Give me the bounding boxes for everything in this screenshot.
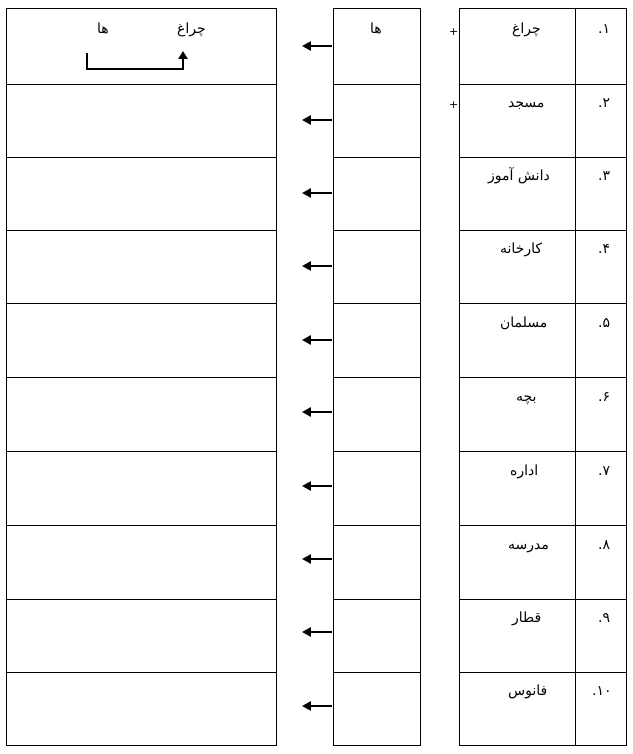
row-number: .۲ xyxy=(598,95,610,111)
answer-cell-6[interactable] xyxy=(6,377,277,452)
number-cell-5 xyxy=(575,303,627,378)
word-cell-6 xyxy=(459,377,576,452)
answer-cell-3[interactable] xyxy=(6,157,277,231)
row-number: .۱۰ xyxy=(592,683,612,699)
number-cell-2 xyxy=(575,84,627,158)
suffix-cell-6[interactable] xyxy=(333,377,421,452)
plus-sign: + xyxy=(449,25,459,38)
answer-cell-10[interactable] xyxy=(6,672,277,746)
suffix-cell-5[interactable] xyxy=(333,303,421,378)
suffix-cell-3[interactable] xyxy=(333,157,421,231)
suffix-cell-1 xyxy=(333,8,421,85)
word-cell-3 xyxy=(459,157,576,231)
left-arrow-icon xyxy=(302,700,332,712)
word-text: مسجد xyxy=(508,95,545,111)
word-cell-7 xyxy=(459,451,576,526)
word-cell-5 xyxy=(459,303,576,378)
left-arrow-icon xyxy=(302,406,332,418)
suffix-cell-2[interactable] xyxy=(333,84,421,158)
suffix-cell-10[interactable] xyxy=(333,672,421,746)
row-number: .۸ xyxy=(598,537,610,553)
row-number: .۶ xyxy=(598,389,610,405)
row-number: .۹ xyxy=(598,610,610,626)
left-arrow-icon xyxy=(302,480,332,492)
left-arrow-icon xyxy=(302,626,332,638)
word-text: قطار xyxy=(512,610,542,626)
answer-cell-4[interactable] xyxy=(6,230,277,304)
suffix-cell-7[interactable] xyxy=(333,451,421,526)
number-cell-10 xyxy=(575,672,627,746)
word-cell-10 xyxy=(459,672,576,746)
answer-cell-9[interactable] xyxy=(6,599,277,673)
number-cell-8 xyxy=(575,525,627,600)
left-arrow-icon xyxy=(302,40,332,52)
answer-cell-5[interactable] xyxy=(6,303,277,378)
row-number: .۴ xyxy=(598,241,610,257)
answer-cell-8[interactable] xyxy=(6,525,277,600)
suffix-cell-9[interactable] xyxy=(333,599,421,673)
word-text: دانش آموز xyxy=(488,168,550,184)
answer-cell-2[interactable] xyxy=(6,84,277,158)
left-arrow-icon xyxy=(302,114,332,126)
left-arrow-icon xyxy=(302,334,332,346)
plus-sign: + xyxy=(449,98,459,111)
number-cell-3 xyxy=(575,157,627,231)
word-cell-4 xyxy=(459,230,576,304)
word-cell-9 xyxy=(459,599,576,673)
row-number: .۵ xyxy=(598,315,610,331)
number-cell-7 xyxy=(575,451,627,526)
answer-cell-1 xyxy=(6,8,277,85)
answer-cell-7[interactable] xyxy=(6,451,277,526)
example-connector-arrow-icon xyxy=(83,49,193,75)
word-text: اداره xyxy=(510,463,539,479)
left-arrow-icon xyxy=(302,260,332,272)
left-arrow-icon xyxy=(302,553,332,565)
word-text: مدرسه xyxy=(508,537,549,553)
suffix-cell-8[interactable] xyxy=(333,525,421,600)
example-answer-suffix: ها xyxy=(97,21,109,37)
number-cell-6 xyxy=(575,377,627,452)
word-cell-8 xyxy=(459,525,576,600)
word-text: چراغ xyxy=(512,21,541,37)
word-text: مسلمان xyxy=(500,315,548,331)
number-cell-1 xyxy=(575,8,627,85)
word-cell-1 xyxy=(459,8,576,85)
row-number: .۳ xyxy=(598,168,610,184)
word-text: فانوس xyxy=(508,683,548,699)
number-cell-9 xyxy=(575,599,627,673)
example-answer-word: چراغ xyxy=(177,21,206,37)
word-text: بچه xyxy=(516,389,537,405)
suffix-cell-4[interactable] xyxy=(333,230,421,304)
word-text: کارخانه xyxy=(500,241,543,257)
row-number: .۷ xyxy=(598,463,610,479)
word-cell-2 xyxy=(459,84,576,158)
row-number: .۱ xyxy=(598,21,610,37)
left-arrow-icon xyxy=(302,187,332,199)
suffix-text: ها xyxy=(370,21,382,37)
number-cell-4 xyxy=(575,230,627,304)
